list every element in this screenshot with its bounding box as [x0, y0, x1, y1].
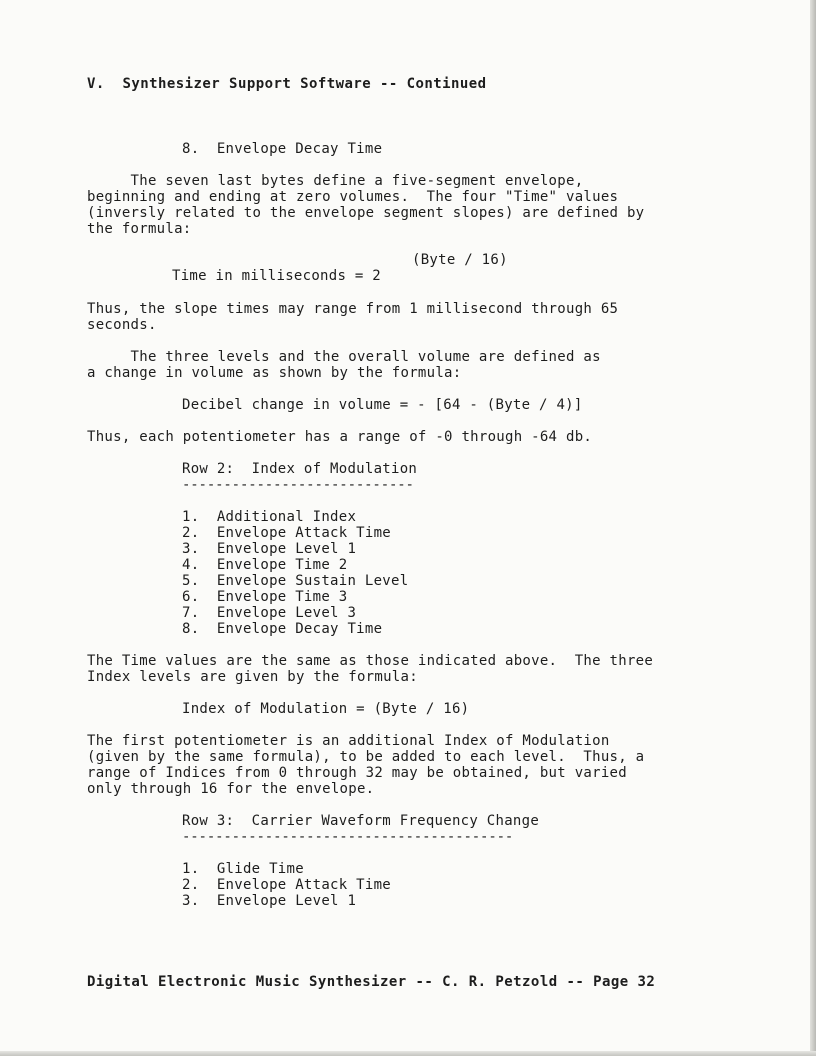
index-formula: Index of Modulation = (Byte / 16)	[182, 701, 470, 717]
page-footer: Digital Electronic Music Synthesizer -- C. R. Petzold -- Page 32	[87, 974, 656, 990]
paragraph-line: (given by the same formula), to be added to each level. Thus, a	[87, 749, 645, 765]
decibel-formula: Decibel change in volume = - [64 - (Byte / 4)]	[182, 397, 583, 413]
paragraph-line: The seven last bytes define a five-segment envelope,	[87, 173, 584, 189]
page-edge-shadow-bottom	[0, 1051, 816, 1056]
paragraph-line: The Time values are the same as those indicated above. The three	[87, 653, 654, 669]
paragraph-line: a change in volume as shown by the formula:	[87, 365, 462, 381]
list-item: 5. Envelope Sustain Level	[182, 573, 409, 589]
paragraph-line: The first potentiometer is an additional Index of Modulation	[87, 733, 610, 749]
paragraph-line: only through 16 for the envelope.	[87, 781, 375, 797]
paragraph-line: Index levels are given by the formula:	[87, 669, 418, 685]
paragraph-line: Thus, the slope times may range from 1 millisecond through 65	[87, 301, 619, 317]
list-item: 3. Envelope Level 1	[182, 541, 357, 557]
page-header: V. Synthesizer Support Software -- Continued	[87, 76, 487, 92]
section-heading: 8. Envelope Decay Time	[182, 141, 383, 157]
list-item: 2. Envelope Attack Time	[182, 525, 392, 541]
paragraph-line: (inversly related to the envelope segment slopes) are defined by	[87, 205, 645, 221]
list-item: 8. Envelope Decay Time	[182, 621, 383, 637]
page-edge-shadow	[810, 0, 816, 1056]
row3-underline: ----------------------------------------	[182, 829, 514, 845]
formula-exponent: (Byte / 16)	[412, 252, 508, 268]
paragraph-line: the formula:	[87, 221, 192, 237]
paragraph-line: seconds.	[87, 317, 157, 333]
list-item: 1. Additional Index	[182, 509, 357, 525]
paragraph-line: The three levels and the overall volume are defined as	[87, 349, 601, 365]
paragraph-line: Thus, each potentiometer has a range of -0 through -64 db.	[87, 429, 593, 445]
row2-title: Row 2: Index of Modulation	[182, 461, 418, 477]
list-item: 6. Envelope Time 3	[182, 589, 348, 605]
paragraph-line: beginning and ending at zero volumes. The four "Time" values	[87, 189, 619, 205]
list-item: 2. Envelope Attack Time	[182, 877, 392, 893]
row3-title: Row 3: Carrier Waveform Frequency Change	[182, 813, 540, 829]
formula-base: Time in milliseconds = 2	[172, 268, 382, 284]
list-item: 1. Glide Time	[182, 861, 304, 877]
list-item: 4. Envelope Time 2	[182, 557, 348, 573]
list-item: 7. Envelope Level 3	[182, 605, 357, 621]
row2-underline: ----------------------------	[182, 477, 414, 493]
paragraph-line: range of Indices from 0 through 32 may be obtained, but varied	[87, 765, 627, 781]
list-item: 3. Envelope Level 1	[182, 893, 357, 909]
